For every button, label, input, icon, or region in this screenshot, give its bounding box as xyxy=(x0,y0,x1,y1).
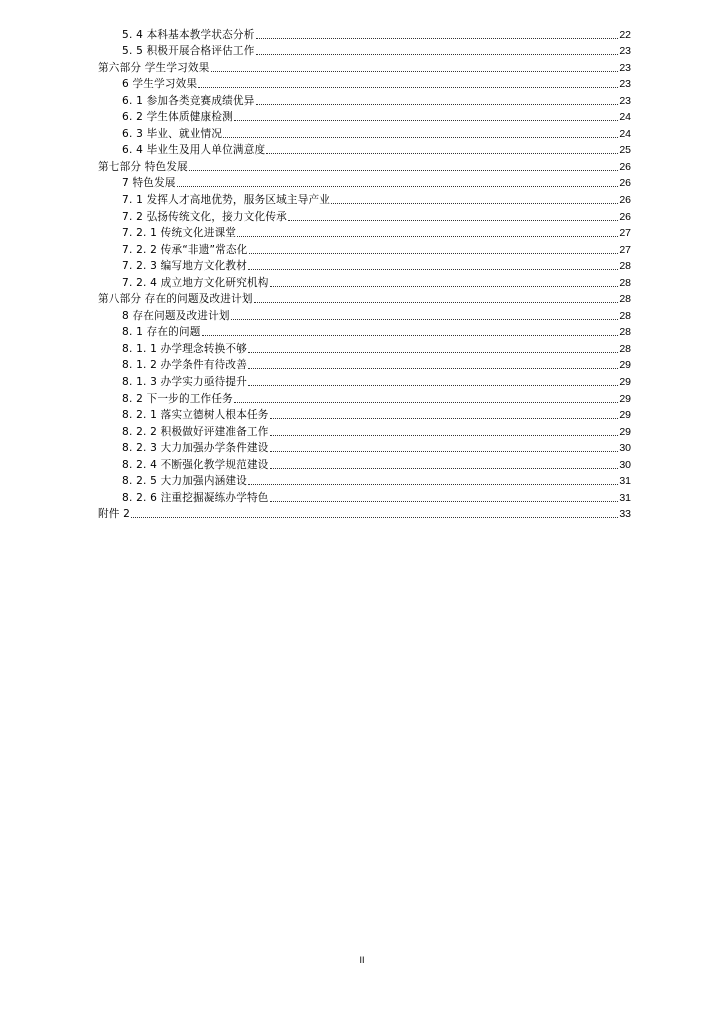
toc-entry-title: 7. 1 发挥人才高地优势，服务区域主导产业 xyxy=(122,194,331,207)
toc-entry[interactable] xyxy=(98,356,631,373)
toc-dot-leader xyxy=(270,501,619,502)
toc-entry-title: 6. 4 毕业生及用人单位满意度 xyxy=(122,144,266,157)
toc-entry-title: 8 存在问题及改进计划 xyxy=(122,309,230,322)
toc-entry-title: 5. 4 本科基本教学状态分析 xyxy=(122,28,255,41)
toc-entry[interactable] xyxy=(98,323,631,340)
toc-entry-title: 8. 2. 4 不断强化教学规范建设 xyxy=(122,458,269,471)
toc-entry-page-number: 28 xyxy=(619,293,631,306)
toc-entry-page-number: 26 xyxy=(619,160,631,173)
toc-dot-leader xyxy=(248,484,618,485)
toc-dot-leader xyxy=(256,38,619,39)
toc-dot-leader xyxy=(198,87,618,88)
toc-entry-title: 第六部分 学生学习效果 xyxy=(98,61,210,74)
toc-entry[interactable] xyxy=(98,406,631,423)
toc-dot-leader xyxy=(234,402,618,403)
toc-entry-title: 5. 5 积极开展合格评估工作 xyxy=(122,45,255,58)
toc-entry-title: 8. 1. 1 办学理念转换不够 xyxy=(122,342,248,355)
toc-entry-page-number: 29 xyxy=(619,359,631,372)
toc-entry-page-number: 24 xyxy=(619,111,631,124)
toc-entry-page-number: 23 xyxy=(619,61,631,74)
toc-entry[interactable] xyxy=(98,306,631,323)
toc-entry[interactable] xyxy=(98,290,631,307)
toc-entry-title: 8. 2. 6 注重挖掘凝练办学特色 xyxy=(122,491,269,504)
toc-dot-leader xyxy=(248,368,618,369)
toc-entry[interactable] xyxy=(98,91,631,108)
toc-entry-title: 6. 3 毕业、就业情况 xyxy=(122,127,223,140)
toc-entry[interactable] xyxy=(98,455,631,472)
toc-dot-leader xyxy=(202,335,619,336)
toc-entry-page-number: 31 xyxy=(619,491,631,504)
toc-entry-page-number: 23 xyxy=(619,78,631,91)
toc-entry-page-number: 28 xyxy=(619,260,631,273)
toc-entry-title: 8. 1. 2 办学条件有待改善 xyxy=(122,359,248,372)
toc-entry-page-number: 28 xyxy=(619,326,631,339)
toc-entry-page-number: 29 xyxy=(619,392,631,405)
toc-entry-title: 第八部分 存在的问题及改进计划 xyxy=(98,293,253,306)
toc-entry-title: 7. 2. 3 编写地方文化教材 xyxy=(122,260,248,273)
toc-entry-page-number: 26 xyxy=(619,177,631,190)
toc-entry-page-number: 25 xyxy=(619,144,631,157)
toc-entry[interactable] xyxy=(98,422,631,439)
toc-entry[interactable] xyxy=(98,224,631,241)
toc-entry-title: 8. 1. 3 办学实力亟待提升 xyxy=(122,376,248,389)
toc-entry-title: 第七部分 特色发展 xyxy=(98,160,188,173)
page-number: II xyxy=(359,955,365,965)
toc-dot-leader xyxy=(266,153,618,154)
toc-entry[interactable] xyxy=(98,42,631,59)
toc-dot-leader xyxy=(231,319,619,320)
toc-entry-page-number: 27 xyxy=(619,243,631,256)
toc-entry-page-number: 26 xyxy=(619,194,631,207)
toc-entry-title: 7. 2. 1 传统文化进课堂 xyxy=(122,227,237,240)
toc-entry[interactable] xyxy=(98,257,631,274)
toc-entry-title: 6. 1 参加各类竞赛成绩优异 xyxy=(122,94,255,107)
toc-entry[interactable] xyxy=(98,240,631,257)
toc-entry-title: 8. 2. 1 落实立德树人根本任务 xyxy=(122,409,269,422)
toc-entry[interactable] xyxy=(98,273,631,290)
toc-entry-title: 7 特色发展 xyxy=(122,177,176,190)
toc-dot-leader xyxy=(288,220,618,221)
toc-dot-leader xyxy=(331,203,618,204)
toc-entry-title: 7. 2 弘扬传统文化，接力文化传承 xyxy=(122,210,287,223)
toc-dot-leader xyxy=(237,236,618,237)
toc-entry[interactable] xyxy=(98,174,631,191)
toc-entry-title: 7. 2. 4 成立地方文化研究机构 xyxy=(122,276,269,289)
toc-entry-title: 8. 2. 5 大力加强内涵建设 xyxy=(122,475,248,488)
toc-entry[interactable] xyxy=(98,108,631,125)
toc-dot-leader xyxy=(248,385,618,386)
toc-dot-leader xyxy=(248,352,618,353)
toc-dot-leader xyxy=(248,269,618,270)
toc-dot-leader xyxy=(249,253,619,254)
toc-entry[interactable] xyxy=(98,124,631,141)
toc-entry-title: 8. 2 下一步的工作任务 xyxy=(122,392,233,405)
toc-dot-leader xyxy=(256,54,619,55)
toc-entry[interactable] xyxy=(98,190,631,207)
toc-dot-leader xyxy=(270,286,619,287)
toc-entry-page-number: 24 xyxy=(619,127,631,140)
toc-entry-page-number: 29 xyxy=(619,409,631,422)
table-of-contents xyxy=(98,25,631,521)
toc-entry-page-number: 28 xyxy=(619,342,631,355)
toc-entry[interactable] xyxy=(98,339,631,356)
toc-entry-title: 6. 2 学生体质健康检测 xyxy=(122,111,233,124)
toc-entry-page-number: 28 xyxy=(619,276,631,289)
toc-entry-page-number: 29 xyxy=(619,425,631,438)
toc-entry-page-number: 30 xyxy=(619,458,631,471)
toc-entry-title: 8. 2. 3 大力加强办学条件建设 xyxy=(122,442,269,455)
toc-entry[interactable] xyxy=(98,505,631,522)
toc-entry[interactable] xyxy=(98,141,631,158)
toc-entry[interactable] xyxy=(98,439,631,456)
toc-dot-leader xyxy=(177,186,619,187)
toc-entry-title: 6 学生学习效果 xyxy=(122,78,198,91)
toc-entry-title: 8. 1 存在的问题 xyxy=(122,326,201,339)
toc-entry-page-number: 28 xyxy=(619,309,631,322)
toc-dot-leader xyxy=(256,104,619,105)
toc-entry-page-number: 22 xyxy=(619,28,631,41)
toc-dot-leader xyxy=(189,170,618,171)
toc-entry-title: 7. 2. 2 传承“非遗”常态化 xyxy=(122,243,248,256)
toc-dot-leader xyxy=(270,435,619,436)
toc-dot-leader xyxy=(234,120,618,121)
toc-dot-leader xyxy=(270,451,619,452)
toc-entry-page-number: 23 xyxy=(619,45,631,58)
toc-dot-leader xyxy=(131,517,618,518)
toc-entry[interactable] xyxy=(98,58,631,75)
toc-entry[interactable] xyxy=(98,25,631,42)
toc-entry-title: 附件 2 xyxy=(98,508,131,521)
toc-entry-page-number: 30 xyxy=(619,442,631,455)
toc-entry-title: 8. 2. 2 积极做好评建准备工作 xyxy=(122,425,269,438)
toc-entry-page-number: 33 xyxy=(619,508,631,521)
toc-entry[interactable] xyxy=(98,157,631,174)
toc-entry-page-number: 31 xyxy=(619,475,631,488)
toc-entry-page-number: 29 xyxy=(619,376,631,389)
toc-entry[interactable] xyxy=(98,389,631,406)
toc-dot-leader xyxy=(254,302,619,303)
toc-dot-leader xyxy=(211,71,619,72)
toc-dot-leader xyxy=(270,468,619,469)
toc-entry[interactable] xyxy=(98,75,631,92)
toc-entry[interactable] xyxy=(98,488,631,505)
toc-dot-leader xyxy=(270,418,619,419)
toc-entry-page-number: 23 xyxy=(619,94,631,107)
toc-entry[interactable] xyxy=(98,472,631,489)
toc-entry-page-number: 27 xyxy=(619,227,631,240)
toc-entry[interactable] xyxy=(98,207,631,224)
toc-entry[interactable] xyxy=(98,372,631,389)
toc-dot-leader xyxy=(223,137,618,138)
toc-entry-page-number: 26 xyxy=(619,210,631,223)
